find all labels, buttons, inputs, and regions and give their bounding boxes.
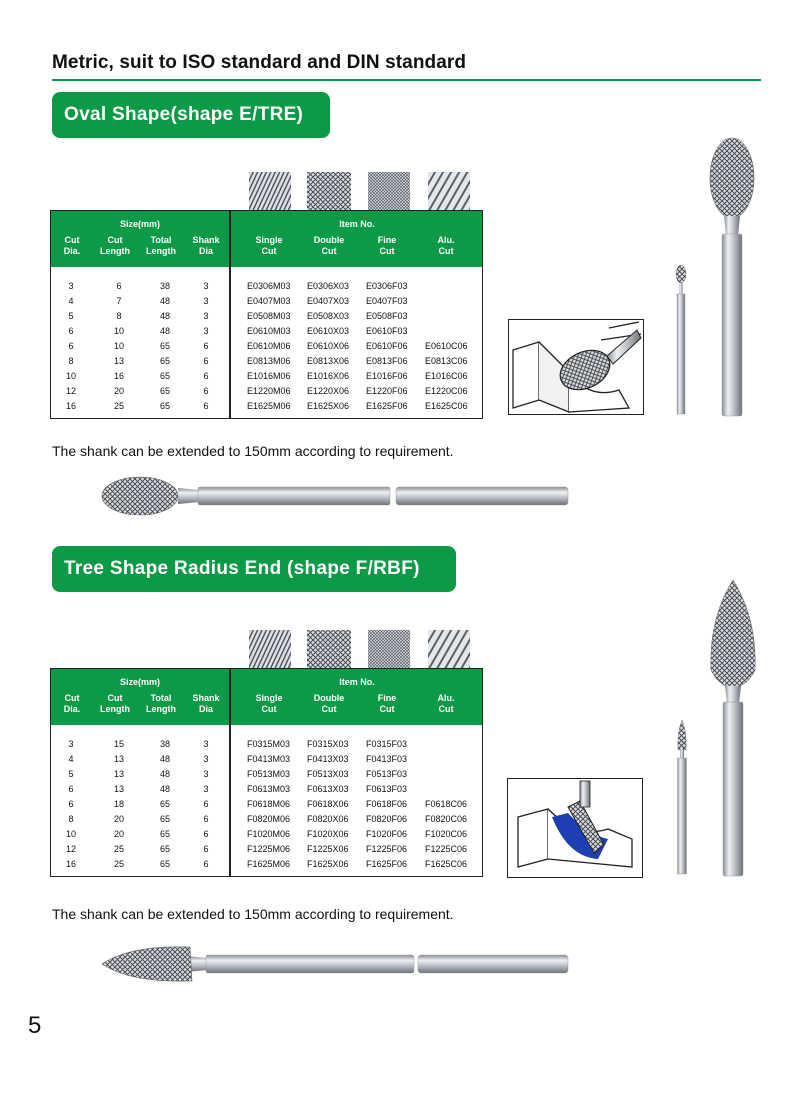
- table-cell: 4: [68, 296, 74, 306]
- table-cell: 6: [68, 799, 74, 809]
- table-row: [51, 369, 482, 384]
- table-row: [51, 324, 482, 339]
- table-cell: F1020C06: [425, 829, 468, 839]
- table-cell: E0610M06: [247, 341, 291, 351]
- table-cell: F1625X06: [307, 859, 349, 869]
- table-cell: 5: [68, 311, 74, 321]
- table-cell: F1225F06: [366, 844, 408, 854]
- table-cell: 6: [203, 814, 209, 824]
- table-cell: E0407F03: [366, 296, 408, 306]
- table-cell: E0610C06: [425, 341, 468, 351]
- table-cell: 7: [116, 296, 122, 306]
- table-cell: 48: [159, 326, 170, 336]
- table-cell: 65: [159, 844, 170, 854]
- table-cell: F0618M06: [247, 799, 291, 809]
- size-group-label: Size(mm): [119, 677, 160, 687]
- table-cell: 38: [159, 739, 170, 749]
- table-cell: 13: [113, 754, 124, 764]
- size-group-label: Size(mm): [119, 219, 160, 229]
- col-cut-dia: Cut Dia.: [63, 235, 81, 256]
- table-cell: 48: [159, 784, 170, 794]
- table-cell: 48: [159, 769, 170, 779]
- cut-type-samples-tree: [248, 630, 473, 668]
- table-cell: 65: [159, 356, 170, 366]
- table-cell: E1625M06: [247, 401, 291, 411]
- table-cell: 6: [203, 401, 209, 411]
- col-cut-dia: Cut Dia.: [63, 693, 81, 714]
- table-cell: 6: [203, 371, 209, 381]
- table-cell: E1625C06: [425, 401, 468, 411]
- alu-cut-sample: [428, 630, 470, 668]
- table-cell: F0613X03: [307, 784, 349, 794]
- table-cell: 10: [113, 326, 124, 336]
- table-row: [51, 354, 482, 369]
- table-cell: F0413F03: [366, 754, 408, 764]
- table-cell: F1625M06: [247, 859, 291, 869]
- table-cell: 48: [159, 754, 170, 764]
- table-cell: F0315X03: [307, 739, 349, 749]
- table-cell: 38: [159, 281, 170, 291]
- table-cell: F1225X06: [307, 844, 349, 854]
- table-cell: F0513X03: [307, 769, 349, 779]
- table-row: [51, 384, 482, 399]
- large-tree-burr-image: [707, 578, 759, 885]
- large-oval-burr-image: [707, 136, 757, 425]
- table-cell: 6: [68, 341, 74, 351]
- table-cell: 6: [203, 844, 209, 854]
- col-double-cut: Double Cut: [313, 235, 345, 256]
- table-cell: 6: [116, 281, 122, 291]
- table-body: [51, 725, 482, 876]
- fine-cut-sample: [368, 172, 410, 210]
- table-cell: F0820F06: [366, 814, 408, 824]
- shank-extension-note: The shank can be extended to 150mm according to requirement.: [52, 443, 454, 459]
- alu-cut-sample: [428, 172, 470, 210]
- table-cell: 4: [68, 754, 74, 764]
- table-cell: 6: [203, 386, 209, 396]
- table-row: [51, 812, 482, 827]
- table-header: [51, 211, 482, 267]
- small-oval-burr-image: [672, 264, 690, 421]
- table-cell: E0813M06: [247, 356, 291, 366]
- col-fine-cut: Fine Cut: [377, 693, 397, 714]
- table-cell: F0315F03: [366, 739, 408, 749]
- table-cell: 6: [203, 341, 209, 351]
- table-cell: 8: [68, 814, 74, 824]
- table-cell: F1020F06: [366, 829, 408, 839]
- table-cell: E0813X06: [307, 356, 350, 366]
- col-alu-cut: Alu. Cut: [437, 235, 455, 256]
- table-cell: E1016X06: [307, 371, 350, 381]
- table-cell: 6: [203, 356, 209, 366]
- table-cell: 25: [113, 859, 124, 869]
- page-number: 5: [28, 1012, 42, 1039]
- table-cell: F0413X03: [307, 754, 349, 764]
- col-double-cut: Double Cut: [313, 693, 345, 714]
- col-single-cut: Single Cut: [255, 235, 283, 256]
- table-cell: 6: [203, 829, 209, 839]
- table-cell: 3: [203, 311, 209, 321]
- item-group-label: Item No.: [339, 677, 375, 687]
- table-cell: 3: [203, 281, 209, 291]
- single-cut-sample: [249, 630, 291, 668]
- table-cell: E0407X03: [307, 296, 350, 306]
- table-cell: 65: [159, 859, 170, 869]
- table-cell: E0508F03: [366, 311, 408, 321]
- table-cell: E0306X03: [307, 281, 350, 291]
- table-cell: E0610X06: [307, 341, 350, 351]
- table-row: [51, 339, 482, 354]
- table-cell: 13: [113, 784, 124, 794]
- table-cell: E0813C06: [425, 356, 468, 366]
- table-row: [51, 309, 482, 324]
- title-underline: [52, 79, 761, 81]
- table-cell: F1625C06: [425, 859, 468, 869]
- table-cell: E1625X06: [307, 401, 350, 411]
- table-row: [51, 752, 482, 767]
- col-shank-dia: Shank Dia: [192, 235, 220, 256]
- table-cell: 48: [159, 311, 170, 321]
- table-cell: F0618C06: [425, 799, 468, 809]
- usage-illustration-oval: [508, 319, 644, 415]
- table-cell: 3: [203, 296, 209, 306]
- col-cut-length: Cut Length: [100, 235, 130, 256]
- table-cell: 5: [68, 769, 74, 779]
- table-cell: 15: [113, 739, 124, 749]
- table-cell: 3: [203, 784, 209, 794]
- table-row: [51, 294, 482, 309]
- table-cell: E1220F06: [366, 386, 408, 396]
- spec-table-oval: [50, 210, 483, 419]
- col-shank-dia: Shank Dia: [192, 693, 220, 714]
- table-row: [51, 797, 482, 812]
- table-cell: 65: [159, 799, 170, 809]
- table-cell: 18: [113, 799, 124, 809]
- usage-illustration-tree: [507, 778, 643, 878]
- table-cell: F1225M06: [247, 844, 291, 854]
- table-cell: 16: [65, 401, 76, 411]
- table-cell: F0618F06: [366, 799, 408, 809]
- double-cut-sample: [307, 630, 351, 668]
- spec-table-tree: [50, 668, 483, 877]
- item-group-label: Item No.: [339, 219, 375, 229]
- table-cell: 16: [113, 371, 124, 381]
- table-cell: 6: [203, 799, 209, 809]
- table-row: [51, 827, 482, 842]
- table-cell: E1016M06: [247, 371, 291, 381]
- table-cell: 65: [159, 829, 170, 839]
- table-cell: F0613F03: [366, 784, 408, 794]
- table-cell: F0820M06: [247, 814, 291, 824]
- col-total-length: Total Length: [146, 693, 176, 714]
- table-row: [51, 842, 482, 857]
- table-cell: F0513M03: [247, 769, 291, 779]
- fine-cut-sample: [368, 630, 410, 668]
- table-cell: 8: [68, 356, 74, 366]
- table-row: [51, 737, 482, 752]
- table-cell: 10: [65, 829, 76, 839]
- table-cell: E1625F06: [366, 401, 408, 411]
- table-body: [51, 267, 482, 418]
- table-cell: F0820X06: [307, 814, 349, 824]
- small-tree-burr-image: [674, 718, 690, 881]
- col-alu-cut: Alu. Cut: [437, 693, 455, 714]
- table-cell: F0613M03: [247, 784, 291, 794]
- table-cell: 3: [68, 281, 74, 291]
- cut-type-samples-oval: [248, 172, 473, 210]
- table-cell: E0508M03: [247, 311, 291, 321]
- table-cell: E1220C06: [425, 386, 468, 396]
- table-cell: E0813F06: [366, 356, 408, 366]
- table-header: [51, 669, 482, 725]
- col-fine-cut: Fine Cut: [377, 235, 397, 256]
- table-cell: 25: [113, 844, 124, 854]
- table-cell: 16: [65, 859, 76, 869]
- table-cell: 20: [113, 386, 124, 396]
- table-cell: 3: [203, 769, 209, 779]
- table-cell: E1016C06: [425, 371, 468, 381]
- double-cut-sample: [307, 172, 351, 210]
- table-cell: 3: [203, 326, 209, 336]
- table-cell: F1225C06: [425, 844, 468, 854]
- table-cell: 10: [113, 341, 124, 351]
- section-banner-tree: Tree Shape Radius End (shape F/RBF): [52, 546, 456, 592]
- col-single-cut: Single Cut: [255, 693, 283, 714]
- table-cell: 3: [203, 739, 209, 749]
- table-cell: E0407M03: [247, 296, 291, 306]
- table-cell: 6: [203, 859, 209, 869]
- table-cell: 10: [65, 371, 76, 381]
- table-cell: E0610M03: [247, 326, 291, 336]
- tree-burr-side-image: [100, 942, 570, 991]
- table-cell: 3: [203, 754, 209, 764]
- col-cut-length: Cut Length: [100, 693, 130, 714]
- table-row: [51, 399, 482, 414]
- section-banner-oval: Oval Shape(shape E/TRE): [52, 92, 330, 138]
- table-cell: 12: [65, 844, 76, 854]
- table-row: [51, 782, 482, 797]
- single-cut-sample: [249, 172, 291, 210]
- page-title: Metric, suit to ISO standard and DIN standard: [52, 52, 467, 73]
- table-cell: E1220X06: [307, 386, 350, 396]
- table-cell: 13: [113, 769, 124, 779]
- table-cell: 65: [159, 401, 170, 411]
- table-cell: E1016F06: [366, 371, 408, 381]
- table-cell: F0315M03: [247, 739, 291, 749]
- table-cell: E1220M06: [247, 386, 291, 396]
- table-cell: 12: [65, 386, 76, 396]
- table-cell: 13: [113, 356, 124, 366]
- table-cell: E0610F06: [366, 341, 408, 351]
- table-cell: 65: [159, 341, 170, 351]
- table-cell: E0306M03: [247, 281, 291, 291]
- table-cell: E0306F03: [366, 281, 408, 291]
- table-row: [51, 857, 482, 872]
- table-cell: 65: [159, 814, 170, 824]
- table-cell: F0413M03: [247, 754, 291, 764]
- table-cell: 6: [68, 784, 74, 794]
- table-cell: 6: [68, 326, 74, 336]
- table-cell: F0618X06: [307, 799, 349, 809]
- table-row: [51, 279, 482, 294]
- oval-burr-side-image: [100, 474, 570, 523]
- table-cell: 8: [116, 311, 122, 321]
- col-total-length: Total Length: [146, 235, 176, 256]
- table-cell: 65: [159, 386, 170, 396]
- table-cell: F1020M06: [247, 829, 291, 839]
- table-cell: F0513F03: [366, 769, 408, 779]
- table-cell: E0610X03: [307, 326, 350, 336]
- shank-extension-note: The shank can be extended to 150mm according to requirement.: [52, 906, 454, 922]
- table-cell: F1020X06: [307, 829, 349, 839]
- table-cell: 25: [113, 401, 124, 411]
- table-cell: F0820C06: [425, 814, 468, 824]
- table-cell: 3: [68, 739, 74, 749]
- table-cell: E0610F03: [366, 326, 408, 336]
- table-cell: 48: [159, 296, 170, 306]
- table-cell: 20: [113, 814, 124, 824]
- table-cell: 20: [113, 829, 124, 839]
- table-cell: 65: [159, 371, 170, 381]
- table-cell: F1625F06: [366, 859, 408, 869]
- table-cell: E0508X03: [307, 311, 350, 321]
- table-row: [51, 767, 482, 782]
